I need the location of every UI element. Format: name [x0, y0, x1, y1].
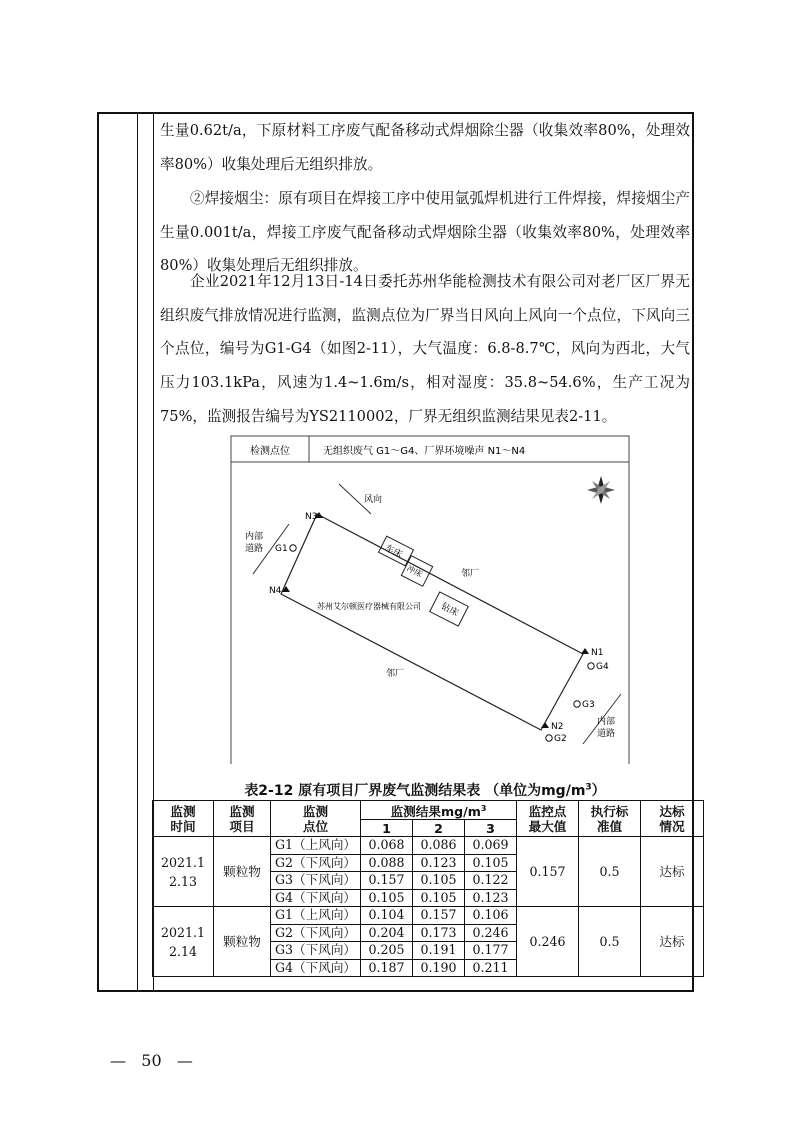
value-cell: 0.191: [413, 942, 465, 960]
value-cell: 0.105: [413, 889, 465, 907]
map-header-label: 检测点位: [250, 446, 290, 457]
value-cell: 0.088: [361, 854, 413, 872]
point-G3: [574, 700, 595, 710]
value-cell: 0.157: [361, 872, 413, 890]
value-cell: 0.105: [413, 872, 465, 890]
svg-text:G1: G1: [275, 544, 288, 554]
value-cell: 0.190: [413, 959, 465, 977]
point-cell: G3（下风向）: [271, 872, 361, 890]
monitoring-site-map: [231, 434, 631, 774]
paragraph-waste-gas-material: [160, 114, 690, 181]
header-max: 监控点 最大值: [517, 801, 579, 837]
value-cell: 0.123: [465, 889, 517, 907]
point-cell: G1（上风向）: [271, 837, 361, 855]
header-time: 监测 时间: [153, 801, 214, 837]
punch-label: 冲床: [405, 563, 424, 580]
max-cell: 0.246: [517, 907, 579, 977]
date-cell: 2021.1 2.13: [153, 837, 214, 907]
site-boundary: [281, 514, 583, 730]
standard-cell: 0.5: [579, 837, 641, 907]
caption-text: 表2-12 原有项目厂界废气监测结果表 （单位为mg/m: [244, 783, 586, 799]
neighbor-factory-bottom: 邻厂: [386, 669, 405, 679]
value-cell: 0.123: [413, 854, 465, 872]
value-cell: 0.069: [465, 837, 517, 855]
value-cell: 0.177: [465, 942, 517, 960]
monitoring-results-table: [152, 800, 704, 977]
value-cell: 0.205: [361, 942, 413, 960]
svg-text:N1: N1: [591, 648, 604, 658]
drill-label: 钻床: [439, 601, 460, 619]
svg-text:G2: G2: [554, 734, 567, 744]
item-cell: 颗粒物: [214, 837, 271, 907]
point-cell: G4（下风向）: [271, 889, 361, 907]
header-standard: 执行标 准值: [579, 801, 641, 837]
paragraph-text: 企业2021年12月13日-14日委托苏州华能检测技术有限公司对老厂区厂界无组织废气排放情况进行监测，监测点位为厂界当日风向上风向一个点位，下风向三个点位，编号为G1-G4（如图2-11），大气温度：6.8-8.7℃，风向为西北，大气压力103.1kPa，风速为1.4~1.6m/s，相对湿度：35.8~54.6%，生产工况为75%，监测报告编号为YS2110002，厂界无组织监测结果见表2-11。: [160, 273, 690, 425]
table-column-left: [99, 114, 138, 990]
value-cell: 0.122: [465, 872, 517, 890]
wind-label: 风向: [364, 495, 383, 505]
road-right-label-2: 道路: [597, 729, 616, 739]
lathe-label: 车床: [383, 543, 404, 561]
item-cell: 颗粒物: [214, 907, 271, 977]
neighbor-factory-top: 邻厂: [461, 569, 480, 579]
table-caption: [160, 780, 690, 800]
caption-unit-superscript: 3: [585, 782, 592, 793]
paragraph-monitoring-description: [160, 265, 690, 434]
header-sub-2: 2: [413, 820, 465, 837]
paragraph-text: 生量0.62t/a，下原材料工序废气配备移动式焊烟除尘器（收集效率80%，处理效率80%）收集处理后无组织排放。: [160, 122, 690, 173]
point-cell: G2（下风向）: [271, 924, 361, 942]
map-header-value: 无组织废气 G1～G4、厂界环境噪声 N1～N4: [323, 446, 526, 457]
point-G1: [275, 544, 296, 554]
page-dash-right: —: [176, 1051, 193, 1070]
status-cell: 达标: [641, 907, 704, 977]
value-cell: 0.105: [465, 854, 517, 872]
header-compliance: 达标 情况: [641, 801, 704, 837]
page-number-value: 50: [141, 1051, 162, 1070]
value-cell: 0.187: [361, 959, 413, 977]
value-cell: 0.068: [361, 837, 413, 855]
point-N1: [581, 648, 603, 658]
point-cell: G3（下风向）: [271, 942, 361, 960]
point-G2: [546, 734, 567, 744]
header-results: 监测结果$mg/m^3$: [361, 801, 517, 820]
value-cell: 0.173: [413, 924, 465, 942]
compass-icon: [587, 476, 615, 504]
value-cell: 0.086: [413, 837, 465, 855]
site-map-svg: [231, 434, 631, 774]
table-row: [153, 907, 704, 925]
value-cell: 0.157: [413, 907, 465, 925]
value-cell: 0.211: [465, 959, 517, 977]
road-left-label: 内部: [245, 532, 264, 542]
point-cell: G2（下风向）: [271, 854, 361, 872]
point-G4: [588, 662, 609, 672]
point-N2: [541, 722, 563, 732]
svg-text:N3: N3: [305, 512, 318, 522]
page-number: [110, 1051, 193, 1070]
svg-text:N2: N2: [551, 722, 564, 732]
header-sub-3: 3: [465, 820, 517, 837]
point-N4: [269, 586, 290, 596]
svg-text:G3: G3: [582, 700, 595, 710]
header-item: 监测 项目: [214, 801, 271, 837]
value-cell: 0.204: [361, 924, 413, 942]
point-cell: G1（上风向）: [271, 907, 361, 925]
road-right-label: 内部: [597, 717, 616, 727]
max-cell: 0.157: [517, 837, 579, 907]
value-cell: 0.105: [361, 889, 413, 907]
date-cell: 2021.1 2.14: [153, 907, 214, 977]
header-point: 监测 点位: [271, 801, 361, 837]
point-cell: G4（下风向）: [271, 959, 361, 977]
page-dash-left: —: [110, 1051, 126, 1070]
table-row: [153, 837, 704, 855]
svg-text:N4: N4: [269, 586, 282, 596]
standard-cell: 0.5: [579, 907, 641, 977]
svg-text:G4: G4: [596, 662, 609, 672]
point-N3: [305, 512, 323, 522]
value-cell: 0.106: [465, 907, 517, 925]
company-label: 苏州艾尔顿医疗器械有限公司: [317, 602, 421, 611]
status-cell: 达标: [641, 837, 704, 907]
caption-close: ）: [591, 783, 606, 799]
paragraph-text: ②焊接烟尘：原有项目在焊接工序中使用氩弧焊机进行工件焊接，焊接烟尘产生量0.001t/a，焊接工序废气配备移动式焊烟除尘器（收集效率80%，处理效率80%）收集处理后无组织排放。: [160, 190, 690, 275]
value-cell: 0.246: [465, 924, 517, 942]
road-left-label-2: 道路: [245, 544, 264, 554]
value-cell: 0.104: [361, 907, 413, 925]
header-sub-1: 1: [361, 820, 413, 837]
